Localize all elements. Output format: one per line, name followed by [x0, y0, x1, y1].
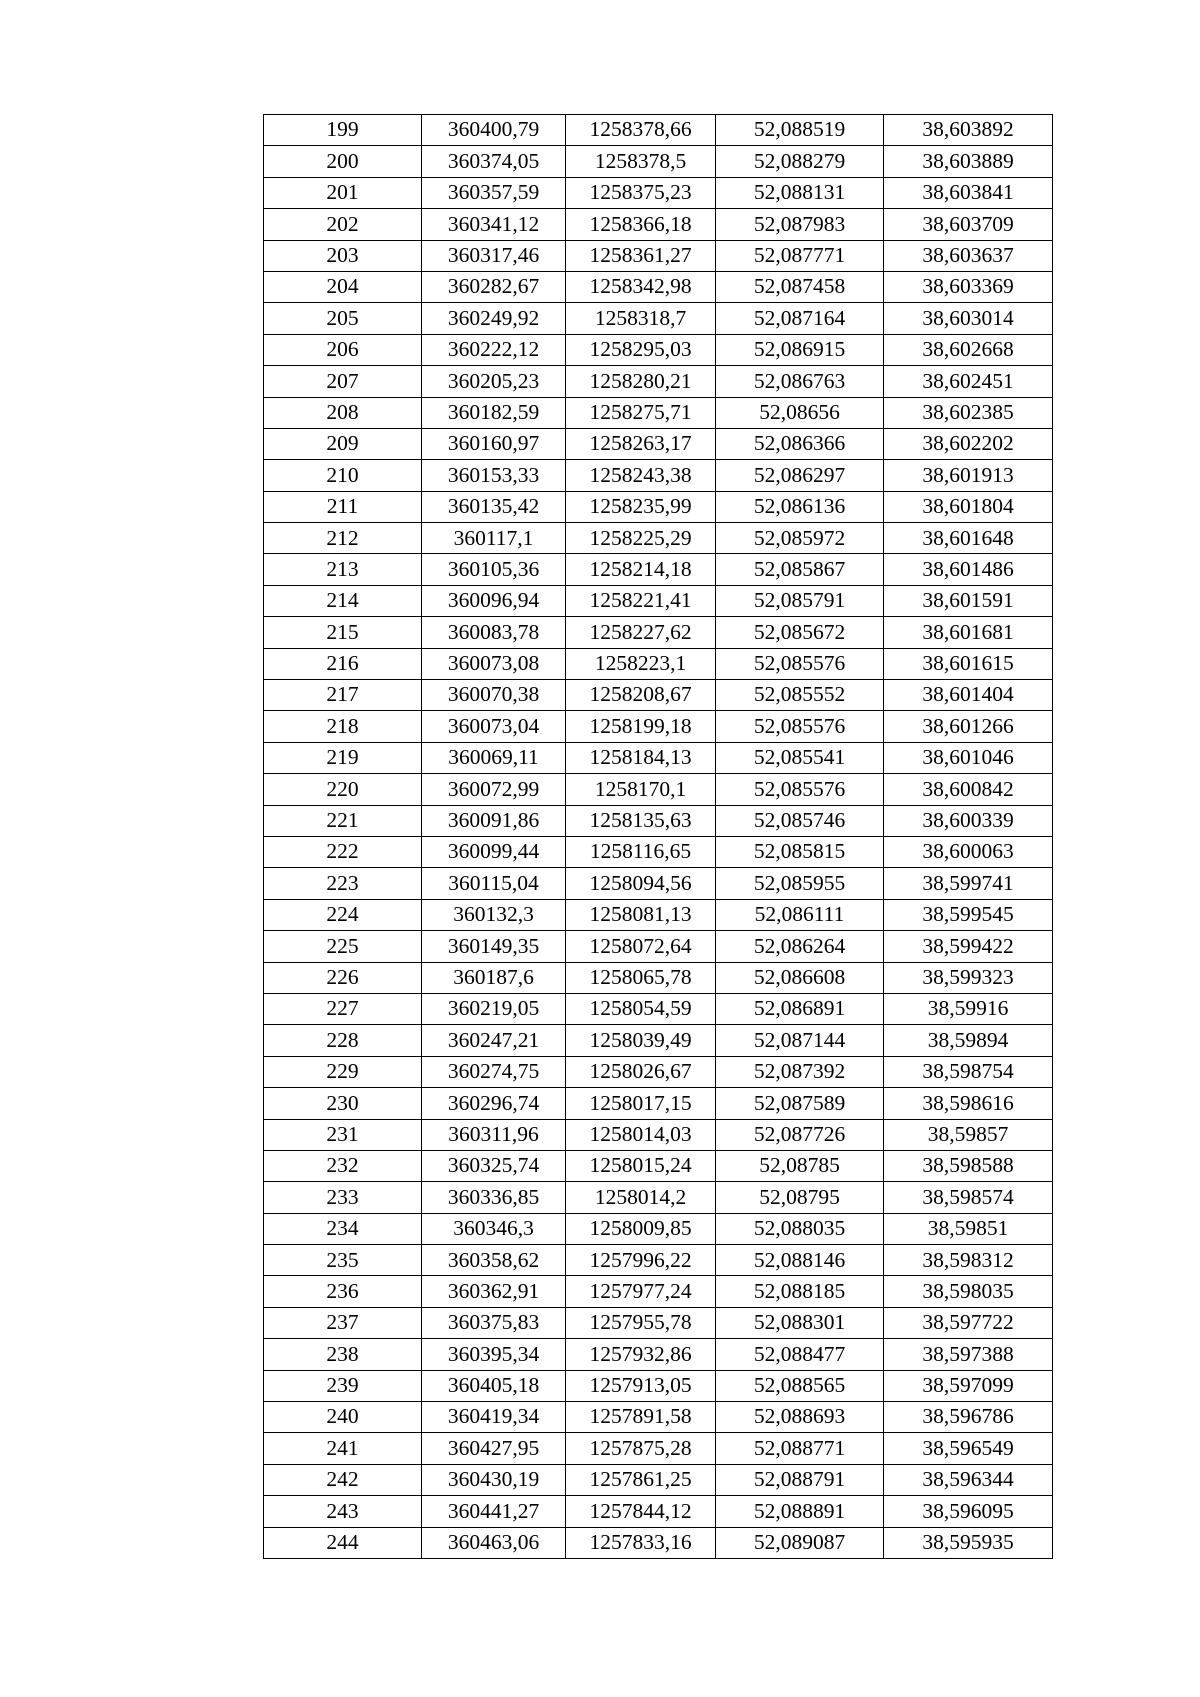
y-coordinate-cell: 1258280,21	[566, 366, 716, 397]
x-coordinate-cell: 360400,79	[422, 115, 566, 146]
table-row	[264, 962, 1053, 993]
x-coordinate-cell: 360205,23	[422, 366, 566, 397]
point-number-cell: 204	[264, 271, 422, 302]
x-coordinate-cell: 360187,6	[422, 962, 566, 993]
latitude-cell: 52,088146	[716, 1245, 884, 1276]
x-coordinate-cell: 360099,44	[422, 836, 566, 867]
table-row	[264, 648, 1053, 679]
y-coordinate-cell: 1258227,62	[566, 617, 716, 648]
latitude-cell: 52,08795	[716, 1182, 884, 1213]
x-coordinate-cell: 360117,1	[422, 523, 566, 554]
point-number-cell: 229	[264, 1056, 422, 1087]
longitude-cell: 38,603709	[884, 209, 1053, 240]
longitude-cell: 38,599323	[884, 962, 1053, 993]
x-coordinate-cell: 360249,92	[422, 303, 566, 334]
longitude-cell: 38,596344	[884, 1464, 1053, 1495]
y-coordinate-cell: 1258342,98	[566, 271, 716, 302]
longitude-cell: 38,59857	[884, 1119, 1053, 1150]
table-row	[264, 240, 1053, 271]
latitude-cell: 52,088035	[716, 1213, 884, 1244]
point-number-cell: 238	[264, 1339, 422, 1370]
table-row	[264, 1527, 1053, 1558]
point-number-cell: 242	[264, 1464, 422, 1495]
longitude-cell: 38,599741	[884, 868, 1053, 899]
table-row	[264, 774, 1053, 805]
table-row	[264, 617, 1053, 648]
point-number-cell: 226	[264, 962, 422, 993]
y-coordinate-cell: 1258225,29	[566, 523, 716, 554]
point-number-cell: 214	[264, 585, 422, 616]
latitude-cell: 52,088565	[716, 1370, 884, 1401]
table-row	[264, 993, 1053, 1024]
point-number-cell: 243	[264, 1496, 422, 1527]
x-coordinate-cell: 360115,04	[422, 868, 566, 899]
latitude-cell: 52,085672	[716, 617, 884, 648]
longitude-cell: 38,600063	[884, 836, 1053, 867]
latitude-cell: 52,086608	[716, 962, 884, 993]
longitude-cell: 38,596549	[884, 1433, 1053, 1464]
y-coordinate-cell: 1257996,22	[566, 1245, 716, 1276]
table-row	[264, 366, 1053, 397]
x-coordinate-cell: 360311,96	[422, 1119, 566, 1150]
x-coordinate-cell: 360325,74	[422, 1150, 566, 1181]
table-row	[264, 1088, 1053, 1119]
y-coordinate-cell: 1257955,78	[566, 1307, 716, 1338]
x-coordinate-cell: 360375,83	[422, 1307, 566, 1338]
table-row	[264, 680, 1053, 711]
latitude-cell: 52,087983	[716, 209, 884, 240]
point-number-cell: 205	[264, 303, 422, 334]
longitude-cell: 38,601913	[884, 460, 1053, 491]
coordinates-table	[263, 114, 1053, 1559]
x-coordinate-cell: 360405,18	[422, 1370, 566, 1401]
x-coordinate-cell: 360317,46	[422, 240, 566, 271]
latitude-cell: 52,08656	[716, 397, 884, 428]
x-coordinate-cell: 360357,59	[422, 177, 566, 208]
latitude-cell: 52,087771	[716, 240, 884, 271]
point-number-cell: 235	[264, 1245, 422, 1276]
latitude-cell: 52,085867	[716, 554, 884, 585]
latitude-cell: 52,085746	[716, 805, 884, 836]
table-row	[264, 177, 1053, 208]
y-coordinate-cell: 1258263,17	[566, 428, 716, 459]
point-number-cell: 220	[264, 774, 422, 805]
latitude-cell: 52,085552	[716, 680, 884, 711]
y-coordinate-cell: 1257977,24	[566, 1276, 716, 1307]
table-row	[264, 397, 1053, 428]
table-row	[264, 585, 1053, 616]
table-row	[264, 1496, 1053, 1527]
x-coordinate-cell: 360096,94	[422, 585, 566, 616]
table-row	[264, 836, 1053, 867]
latitude-cell: 52,088301	[716, 1307, 884, 1338]
longitude-cell: 38,601404	[884, 680, 1053, 711]
y-coordinate-cell: 1258378,66	[566, 115, 716, 146]
x-coordinate-cell: 360222,12	[422, 334, 566, 365]
point-number-cell: 219	[264, 742, 422, 773]
table-row	[264, 1307, 1053, 1338]
x-coordinate-cell: 360069,11	[422, 742, 566, 773]
longitude-cell: 38,602202	[884, 428, 1053, 459]
longitude-cell: 38,599422	[884, 931, 1053, 962]
x-coordinate-cell: 360358,62	[422, 1245, 566, 1276]
x-coordinate-cell: 360132,3	[422, 899, 566, 930]
longitude-cell: 38,598754	[884, 1056, 1053, 1087]
longitude-cell: 38,603637	[884, 240, 1053, 271]
latitude-cell: 52,085955	[716, 868, 884, 899]
y-coordinate-cell: 1257861,25	[566, 1464, 716, 1495]
latitude-cell: 52,085791	[716, 585, 884, 616]
x-coordinate-cell: 360395,34	[422, 1339, 566, 1370]
x-coordinate-cell: 360374,05	[422, 146, 566, 177]
longitude-cell: 38,603841	[884, 177, 1053, 208]
table-row	[264, 115, 1053, 146]
longitude-cell: 38,601591	[884, 585, 1053, 616]
x-coordinate-cell: 360135,42	[422, 491, 566, 522]
latitude-cell: 52,085576	[716, 711, 884, 742]
x-coordinate-cell: 360419,34	[422, 1402, 566, 1433]
point-number-cell: 201	[264, 177, 422, 208]
point-number-cell: 227	[264, 993, 422, 1024]
y-coordinate-cell: 1258366,18	[566, 209, 716, 240]
latitude-cell: 52,088279	[716, 146, 884, 177]
point-number-cell: 216	[264, 648, 422, 679]
x-coordinate-cell: 360362,91	[422, 1276, 566, 1307]
point-number-cell: 210	[264, 460, 422, 491]
point-number-cell: 209	[264, 428, 422, 459]
latitude-cell: 52,087144	[716, 1025, 884, 1056]
point-number-cell: 231	[264, 1119, 422, 1150]
table-row	[264, 868, 1053, 899]
longitude-cell: 38,601615	[884, 648, 1053, 679]
y-coordinate-cell: 1257932,86	[566, 1339, 716, 1370]
table-row	[264, 554, 1053, 585]
latitude-cell: 52,086915	[716, 334, 884, 365]
y-coordinate-cell: 1258170,1	[566, 774, 716, 805]
y-coordinate-cell: 1258375,23	[566, 177, 716, 208]
longitude-cell: 38,602451	[884, 366, 1053, 397]
latitude-cell: 52,087589	[716, 1088, 884, 1119]
latitude-cell: 52,088519	[716, 115, 884, 146]
latitude-cell: 52,088771	[716, 1433, 884, 1464]
latitude-cell: 52,088477	[716, 1339, 884, 1370]
y-coordinate-cell: 1257913,05	[566, 1370, 716, 1401]
longitude-cell: 38,598574	[884, 1182, 1053, 1213]
latitude-cell: 52,085541	[716, 742, 884, 773]
y-coordinate-cell: 1257844,12	[566, 1496, 716, 1527]
x-coordinate-cell: 360091,86	[422, 805, 566, 836]
x-coordinate-cell: 360160,97	[422, 428, 566, 459]
table-row	[264, 1339, 1053, 1370]
point-number-cell: 203	[264, 240, 422, 271]
table-row	[264, 209, 1053, 240]
x-coordinate-cell: 360073,08	[422, 648, 566, 679]
y-coordinate-cell: 1258221,41	[566, 585, 716, 616]
y-coordinate-cell: 1258065,78	[566, 962, 716, 993]
y-coordinate-cell: 1258116,65	[566, 836, 716, 867]
latitude-cell: 52,085815	[716, 836, 884, 867]
latitude-cell: 52,086763	[716, 366, 884, 397]
longitude-cell: 38,597722	[884, 1307, 1053, 1338]
point-number-cell: 223	[264, 868, 422, 899]
y-coordinate-cell: 1258318,7	[566, 303, 716, 334]
y-coordinate-cell: 1258072,64	[566, 931, 716, 962]
point-number-cell: 228	[264, 1025, 422, 1056]
longitude-cell: 38,597388	[884, 1339, 1053, 1370]
x-coordinate-cell: 360149,35	[422, 931, 566, 962]
longitude-cell: 38,601266	[884, 711, 1053, 742]
x-coordinate-cell: 360282,67	[422, 271, 566, 302]
longitude-cell: 38,603369	[884, 271, 1053, 302]
table-row	[264, 711, 1053, 742]
point-number-cell: 213	[264, 554, 422, 585]
y-coordinate-cell: 1258295,03	[566, 334, 716, 365]
y-coordinate-cell: 1258017,15	[566, 1088, 716, 1119]
point-number-cell: 225	[264, 931, 422, 962]
point-number-cell: 241	[264, 1433, 422, 1464]
latitude-cell: 52,088131	[716, 177, 884, 208]
table-row	[264, 523, 1053, 554]
point-number-cell: 230	[264, 1088, 422, 1119]
latitude-cell: 52,08785	[716, 1150, 884, 1181]
longitude-cell: 38,595935	[884, 1527, 1053, 1558]
point-number-cell: 199	[264, 115, 422, 146]
table-row	[264, 1119, 1053, 1150]
x-coordinate-cell: 360247,21	[422, 1025, 566, 1056]
point-number-cell: 217	[264, 680, 422, 711]
longitude-cell: 38,598035	[884, 1276, 1053, 1307]
coordinates-table-body	[264, 115, 1053, 1559]
x-coordinate-cell: 360073,04	[422, 711, 566, 742]
y-coordinate-cell: 1258184,13	[566, 742, 716, 773]
y-coordinate-cell: 1258243,38	[566, 460, 716, 491]
x-coordinate-cell: 360441,27	[422, 1496, 566, 1527]
table-row	[264, 1025, 1053, 1056]
y-coordinate-cell: 1257875,28	[566, 1433, 716, 1464]
x-coordinate-cell: 360341,12	[422, 209, 566, 240]
y-coordinate-cell: 1258039,49	[566, 1025, 716, 1056]
y-coordinate-cell: 1258361,27	[566, 240, 716, 271]
point-number-cell: 218	[264, 711, 422, 742]
y-coordinate-cell: 1258378,5	[566, 146, 716, 177]
latitude-cell: 52,087164	[716, 303, 884, 334]
longitude-cell: 38,603892	[884, 115, 1053, 146]
latitude-cell: 52,085972	[716, 523, 884, 554]
table-row	[264, 1182, 1053, 1213]
point-number-cell: 239	[264, 1370, 422, 1401]
point-number-cell: 237	[264, 1307, 422, 1338]
point-number-cell: 212	[264, 523, 422, 554]
longitude-cell: 38,601681	[884, 617, 1053, 648]
longitude-cell: 38,601804	[884, 491, 1053, 522]
table-row	[264, 1245, 1053, 1276]
latitude-cell: 52,088891	[716, 1496, 884, 1527]
y-coordinate-cell: 1258015,24	[566, 1150, 716, 1181]
table-row	[264, 460, 1053, 491]
latitude-cell: 52,086264	[716, 931, 884, 962]
longitude-cell: 38,602668	[884, 334, 1053, 365]
y-coordinate-cell: 1258094,56	[566, 868, 716, 899]
table-row	[264, 146, 1053, 177]
x-coordinate-cell: 360105,36	[422, 554, 566, 585]
point-number-cell: 211	[264, 491, 422, 522]
longitude-cell: 38,59851	[884, 1213, 1053, 1244]
table-row	[264, 428, 1053, 459]
longitude-cell: 38,603014	[884, 303, 1053, 334]
x-coordinate-cell: 360463,06	[422, 1527, 566, 1558]
latitude-cell: 52,089087	[716, 1527, 884, 1558]
x-coordinate-cell: 360427,95	[422, 1433, 566, 1464]
longitude-cell: 38,599545	[884, 899, 1053, 930]
longitude-cell: 38,601046	[884, 742, 1053, 773]
y-coordinate-cell: 1258026,67	[566, 1056, 716, 1087]
longitude-cell: 38,596095	[884, 1496, 1053, 1527]
x-coordinate-cell: 360153,33	[422, 460, 566, 491]
point-number-cell: 215	[264, 617, 422, 648]
table-row	[264, 742, 1053, 773]
point-number-cell: 236	[264, 1276, 422, 1307]
point-number-cell: 232	[264, 1150, 422, 1181]
x-coordinate-cell: 360070,38	[422, 680, 566, 711]
x-coordinate-cell: 360430,19	[422, 1464, 566, 1495]
longitude-cell: 38,601486	[884, 554, 1053, 585]
longitude-cell: 38,600842	[884, 774, 1053, 805]
y-coordinate-cell: 1258208,67	[566, 680, 716, 711]
point-number-cell: 244	[264, 1527, 422, 1558]
latitude-cell: 52,088791	[716, 1464, 884, 1495]
table-row	[264, 931, 1053, 962]
x-coordinate-cell: 360346,3	[422, 1213, 566, 1244]
point-number-cell: 222	[264, 836, 422, 867]
x-coordinate-cell: 360182,59	[422, 397, 566, 428]
longitude-cell: 38,59894	[884, 1025, 1053, 1056]
y-coordinate-cell: 1258081,13	[566, 899, 716, 930]
point-number-cell: 234	[264, 1213, 422, 1244]
point-number-cell: 221	[264, 805, 422, 836]
y-coordinate-cell: 1258014,03	[566, 1119, 716, 1150]
longitude-cell: 38,597099	[884, 1370, 1053, 1401]
table-row	[264, 1150, 1053, 1181]
y-coordinate-cell: 1257891,58	[566, 1402, 716, 1433]
longitude-cell: 38,59916	[884, 993, 1053, 1024]
table-row	[264, 271, 1053, 302]
x-coordinate-cell: 360219,05	[422, 993, 566, 1024]
longitude-cell: 38,600339	[884, 805, 1053, 836]
point-number-cell: 207	[264, 366, 422, 397]
latitude-cell: 52,086366	[716, 428, 884, 459]
latitude-cell: 52,087458	[716, 271, 884, 302]
y-coordinate-cell: 1258199,18	[566, 711, 716, 742]
table-row	[264, 1464, 1053, 1495]
latitude-cell: 52,086891	[716, 993, 884, 1024]
point-number-cell: 240	[264, 1402, 422, 1433]
longitude-cell: 38,598616	[884, 1088, 1053, 1119]
y-coordinate-cell: 1258275,71	[566, 397, 716, 428]
table-row	[264, 805, 1053, 836]
longitude-cell: 38,596786	[884, 1402, 1053, 1433]
x-coordinate-cell: 360296,74	[422, 1088, 566, 1119]
table-row	[264, 334, 1053, 365]
table-row	[264, 899, 1053, 930]
longitude-cell: 38,598312	[884, 1245, 1053, 1276]
x-coordinate-cell: 360072,99	[422, 774, 566, 805]
x-coordinate-cell: 360336,85	[422, 1182, 566, 1213]
latitude-cell: 52,088185	[716, 1276, 884, 1307]
y-coordinate-cell: 1258223,1	[566, 648, 716, 679]
longitude-cell: 38,603889	[884, 146, 1053, 177]
latitude-cell: 52,085576	[716, 774, 884, 805]
longitude-cell: 38,602385	[884, 397, 1053, 428]
latitude-cell: 52,086297	[716, 460, 884, 491]
table-row	[264, 1402, 1053, 1433]
table-row	[264, 1370, 1053, 1401]
table-row	[264, 303, 1053, 334]
table-row	[264, 1213, 1053, 1244]
point-number-cell: 208	[264, 397, 422, 428]
latitude-cell: 52,085576	[716, 648, 884, 679]
y-coordinate-cell: 1258009,85	[566, 1213, 716, 1244]
longitude-cell: 38,598588	[884, 1150, 1053, 1181]
table-row	[264, 1276, 1053, 1307]
point-number-cell: 206	[264, 334, 422, 365]
x-coordinate-cell: 360274,75	[422, 1056, 566, 1087]
table-row	[264, 491, 1053, 522]
y-coordinate-cell: 1257833,16	[566, 1527, 716, 1558]
latitude-cell: 52,087392	[716, 1056, 884, 1087]
longitude-cell: 38,601648	[884, 523, 1053, 554]
y-coordinate-cell: 1258135,63	[566, 805, 716, 836]
table-row	[264, 1056, 1053, 1087]
point-number-cell: 200	[264, 146, 422, 177]
point-number-cell: 233	[264, 1182, 422, 1213]
latitude-cell: 52,087726	[716, 1119, 884, 1150]
x-coordinate-cell: 360083,78	[422, 617, 566, 648]
y-coordinate-cell: 1258235,99	[566, 491, 716, 522]
y-coordinate-cell: 1258214,18	[566, 554, 716, 585]
latitude-cell: 52,088693	[716, 1402, 884, 1433]
latitude-cell: 52,086111	[716, 899, 884, 930]
y-coordinate-cell: 1258014,2	[566, 1182, 716, 1213]
latitude-cell: 52,086136	[716, 491, 884, 522]
point-number-cell: 202	[264, 209, 422, 240]
y-coordinate-cell: 1258054,59	[566, 993, 716, 1024]
table-row	[264, 1433, 1053, 1464]
point-number-cell: 224	[264, 899, 422, 930]
